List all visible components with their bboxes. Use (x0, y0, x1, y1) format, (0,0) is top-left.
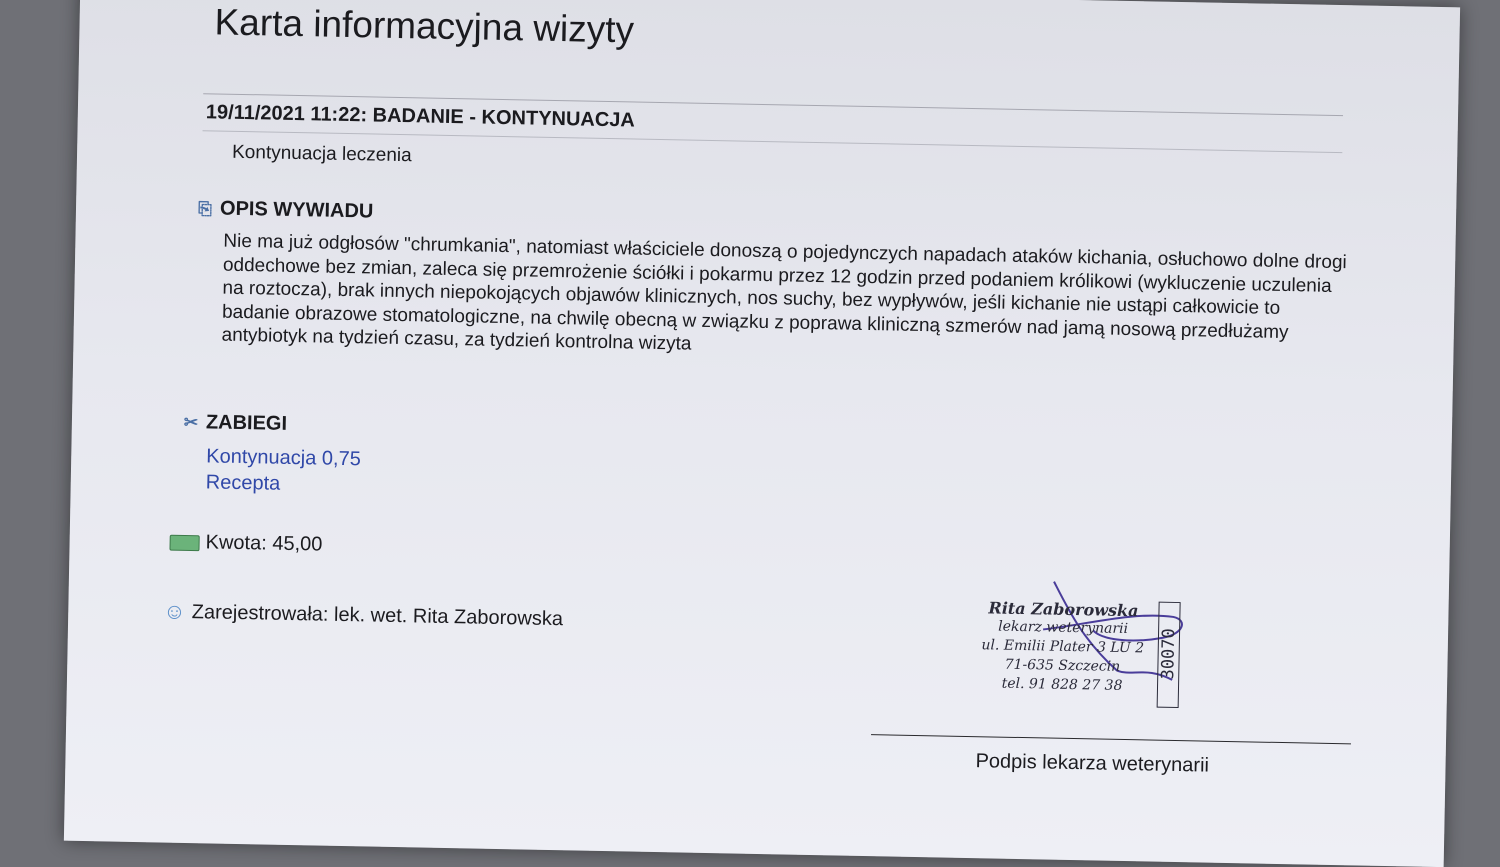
clipboard-icon: ⎘ (198, 198, 213, 218)
registered-line (163, 599, 563, 633)
doctor-stamp (962, 598, 1164, 697)
procedures-section-heading (182, 411, 288, 436)
signature-caption: Podpis lekarza weterynarii (975, 750, 1210, 777)
procedure-item: Kontynuacja 0,75 (206, 445, 362, 471)
procedures-heading-label: ZABIEGI (205, 411, 288, 435)
procedure-item: Recepta (205, 471, 281, 495)
interview-text: Nie ma już odgłosów "chrumkania", natomiast właściciele donoszą o pojedynczych napadach ataków kichania, osłuchowo dolne drogi oddechowe bez zmian, zaleca się przemrożenie ściółki i pokarmu przez 12 godzin przed podaniem królikowi (wykluczenie uczulenia na roztocza), brak innych niepokojących objawów klinicznych, nos suchy, bez wypływów, jeśli kichanie nie ustąpi całkowicie to badanie obrazowe stomatologiczne, na chwilę obecną w związku z poprawa kliniczną szmerów nad jamą nosową przedłużamy antybiotyk na tydzień czasu, za tydzień kontrolna wizyta (221, 230, 1347, 355)
document-page (64, 0, 1460, 867)
visit-header: 19/11/2021 11:22: BADANIE - KONTYNUACJA (205, 101, 636, 132)
amount-text: Kwota: 45,00 (205, 531, 323, 556)
money-icon (169, 534, 199, 551)
stamp-phone: tel. 91 828 27 38 (1001, 675, 1123, 694)
signature-line (871, 734, 1351, 744)
stamp-number: 30070 (1158, 628, 1180, 680)
stamp-role: lekarz weterynarii (998, 618, 1129, 638)
amount-line (169, 531, 322, 557)
stamp-name: Rita Zaborowska (988, 598, 1139, 621)
stamp-address: ul. Emilii Plater 3 LU 2 (981, 637, 1145, 657)
interview-heading-label: OPIS WYWIADU (219, 197, 374, 223)
document-title: Karta informacyjna wizyty (214, 1, 635, 51)
scissors-icon: ✂ (183, 412, 199, 432)
user-icon: ☺ (163, 598, 187, 624)
interview-section-heading (196, 197, 374, 223)
stamp-city: 71-635 Szczecin (1004, 656, 1121, 675)
visit-subtitle: Kontynuacja leczenia (231, 141, 412, 167)
registered-text: Zarejestrowała: lek. wet. Rita Zaborowska (191, 600, 564, 630)
